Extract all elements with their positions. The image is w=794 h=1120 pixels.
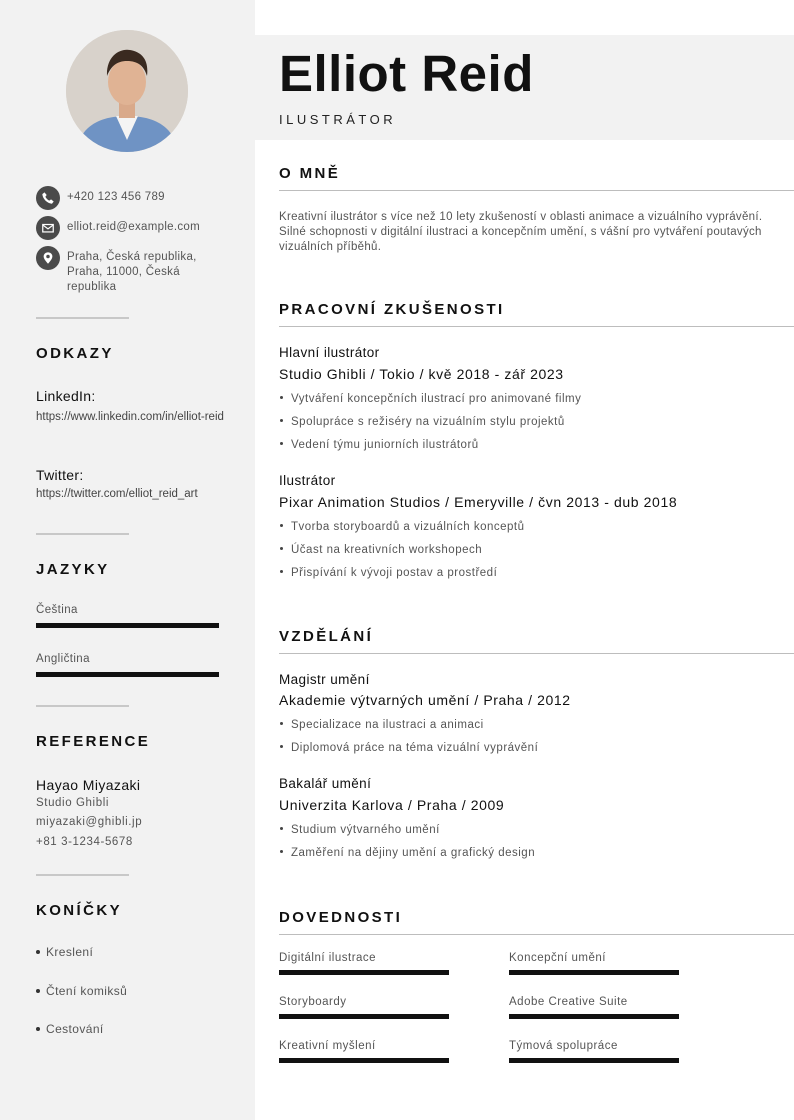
phone-icon [36,186,60,210]
reference-email: miyazaki@ghibli.jp [36,816,143,828]
hobby-item: Čtení komiksů [36,984,127,998]
sidebar-divider [36,874,129,876]
degree-bullet: Studium výtvarného umění [279,824,440,836]
degree-bullet: Specializace na ilustraci a animaci [279,719,484,731]
language-label: Angličtina [36,653,90,665]
profile-photo [66,30,188,152]
degree-school: Akademie výtvarných umění / Praha / 2012 [279,692,571,708]
degree-bullet: Diplomová práce na téma vizuální vyprávění [279,742,538,754]
about-text: Kreativní ilustrátor s více než 10 lety zkušeností v oblasti animace a vizuálního vyprávění. Silné schopnosti v digitální ilustraci a koncepčním umění, s vášní pro vytváření poutavých vizuálních příběhů. [279,211,763,253]
skill-level-bar [279,1014,449,1019]
job-bullet: Vytváření koncepčních ilustrací pro animované filmy [279,393,581,405]
skill-level-bar [509,970,679,975]
hobbies-heading: KONÍČKY [36,902,122,919]
degree-school: Univerzita Karlova / Praha / 2009 [279,797,505,813]
language-label: Čeština [36,604,78,616]
contact-address [36,246,226,295]
reference-phone: +81 3-1234-5678 [36,836,133,848]
experience-heading: PRACOVNÍ ZKUŠENOSTI [279,301,505,318]
links-heading: ODKAZY [36,345,114,362]
job-bullet: Vedení týmu juniorních ilustrátorů [279,439,479,451]
language-level-bar [36,672,219,677]
skill-level-bar [279,1058,449,1063]
language-level-bar [36,623,219,628]
skill-level-bar [279,970,449,975]
skills-heading: DOVEDNOSTI [279,909,403,926]
hobby-item: Kreslení [36,945,93,959]
twitter-label: Twitter: [36,467,84,483]
skill-label: Adobe Creative Suite [509,996,628,1008]
email-address: elliot.reid@example.com [67,221,200,233]
location-pin-icon [36,246,60,270]
phone-number: +420 123 456 789 [67,191,165,203]
person-name: Elliot Reid [279,45,534,102]
sidebar [0,0,255,1120]
reference-company: Studio Ghibli [36,797,110,809]
education-heading: VZDĚLÁNÍ [279,628,374,645]
hobby-item: Cestování [36,1022,104,1036]
contact-email [36,216,226,240]
degree-title: Bakalář umění [279,776,372,791]
sidebar-divider [36,533,129,535]
degree-title: Magistr umění [279,672,370,687]
sidebar-divider [36,705,129,707]
job-role: ILUSTRÁTOR [279,112,397,127]
postal-address: Praha, Česká republika, Praha, 11000, Česká republika [67,251,197,293]
skill-label: Koncepční umění [509,952,607,964]
skill-label: Digitální ilustrace [279,952,377,964]
skill-level-bar [509,1058,679,1063]
twitter-link[interactable]: https://twitter.com/elliot_reid_art [36,488,198,500]
reference-name: Hayao Miyazaki [36,777,141,793]
job-bullet: Přispívání k vývoji postav a prostředí [279,567,497,579]
job-employer: Studio Ghibli / Tokio / kvě 2018 - zář 2023 [279,366,564,382]
person-portrait-icon [66,30,188,152]
section-rule [279,653,794,654]
linkedin-link[interactable]: https://www.linkedin.com/in/elliot-reid [36,411,224,423]
skill-label: Týmová spolupráce [509,1040,618,1052]
mail-icon [36,216,60,240]
languages-heading: JAZYKY [36,561,110,578]
skill-level-bar [509,1014,679,1019]
section-rule [279,190,794,191]
linkedin-label: LinkedIn: [36,388,96,404]
job-bullet: Tvorba storyboardů a vizuálních konceptů [279,521,525,533]
section-rule [279,934,794,935]
degree-bullet: Zaměření na dějiny umění a grafický design [279,847,535,859]
job-employer: Pixar Animation Studios / Emeryville / čvn 2013 - dub 2018 [279,494,678,510]
job-title: Hlavní ilustrátor [279,345,380,360]
job-title: Ilustrátor [279,473,336,488]
section-rule [279,326,794,327]
skill-label: Kreativní myšlení [279,1040,376,1052]
skill-label: Storyboardy [279,996,347,1008]
reference-heading: REFERENCE [36,733,151,750]
contact-phone [36,186,226,210]
about-heading: O MNĚ [279,165,341,182]
job-bullet: Účast na kreativních workshopech [279,544,482,556]
job-bullet: Spolupráce s režiséry na vizuálním stylu projektů [279,416,565,428]
sidebar-divider [36,317,129,319]
